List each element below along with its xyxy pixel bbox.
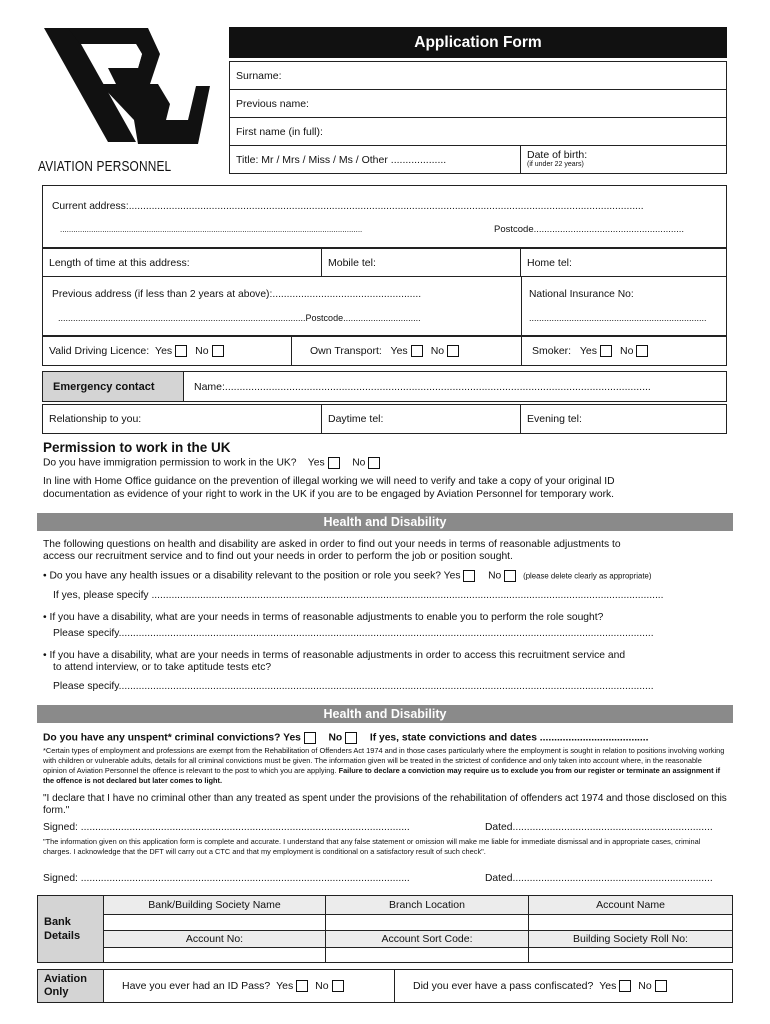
id-pass-question: Have you ever had an ID Pass? xyxy=(122,980,271,992)
branch-label: Branch Location xyxy=(389,899,465,911)
yes-label: Yes xyxy=(307,457,325,469)
yes-label: Yes xyxy=(579,345,597,357)
criminal-note xyxy=(43,746,727,786)
criminal-band: Health and Disability xyxy=(37,705,733,723)
confiscated-no-checkbox[interactable] xyxy=(655,980,667,992)
smoker-yes-checkbox[interactable] xyxy=(600,345,612,357)
account-name-header xyxy=(528,895,733,915)
dob-label: Date of birth: xyxy=(527,149,588,161)
dob-field[interactable] xyxy=(520,145,727,174)
title-label: Title: Mr / Mrs / Miss / Ms / Other ................... xyxy=(236,153,447,166)
permission-heading: Permission to work in the UK xyxy=(43,440,231,455)
bank-label-text: Bank Details xyxy=(44,916,81,942)
yes-label: Yes xyxy=(443,570,461,582)
logo xyxy=(38,24,218,179)
health-band: Health and Disability xyxy=(37,513,733,531)
no-label: No xyxy=(620,345,634,357)
sort-code-header xyxy=(325,930,529,948)
permission-text-1: In line with Home Office guidance on the prevention of illegal working we will need to verify and take a copy of your original ID xyxy=(43,476,615,487)
id-pass-no-checkbox[interactable] xyxy=(332,980,344,992)
health-intro-2: access our recruitment service and to find out your needs in order to perform the job or position sought. xyxy=(43,551,513,562)
smoker-row xyxy=(521,336,727,366)
branch-header xyxy=(325,895,529,915)
mobile-label: Mobile tel: xyxy=(328,256,376,269)
signed-field-2[interactable]: Signed: ................................................................................................................... xyxy=(43,873,410,884)
no-label: No xyxy=(638,980,652,992)
criminal-question-row xyxy=(43,732,649,744)
ni-box xyxy=(521,276,727,336)
criminal-yes-checkbox[interactable] xyxy=(304,732,316,744)
dob-note: (if under 22 years) xyxy=(527,161,584,168)
health-q2: • If you have a disability, what are your needs in terms of reasonable adjustments to enable you to perform the role sought? xyxy=(43,612,604,623)
account-name-input[interactable] xyxy=(528,914,733,931)
form-title: Application Form xyxy=(229,27,727,58)
health-q3-specify[interactable]: Please specify........................................................................................................................................................................................... xyxy=(53,681,654,692)
own-transport-row xyxy=(291,336,522,366)
health-q2-specify[interactable]: Please specify........................................................................................................................................................................................... xyxy=(53,628,654,639)
previous-name-field[interactable] xyxy=(229,89,727,118)
permission-text-2: documentation as evidence of your right to work in the UK if you are to be engaged by Aviation Personnel for temporary work. xyxy=(43,489,615,500)
health-q1-note: (please delete clearly as appropriate) xyxy=(523,571,652,581)
dated-field-2[interactable]: Dated...................................................................... xyxy=(485,873,713,884)
criminal-note-bold: Failure to declare a conviction may require us to exclude you from our register or terminate an assignment if the offence is not declared but later comes to light. xyxy=(43,766,721,785)
yes-label: Yes xyxy=(599,980,617,992)
yes-label: Yes xyxy=(276,980,294,992)
address-line-2[interactable]: ........................................................................................................................................ xyxy=(60,225,363,234)
permission-yes-checkbox[interactable] xyxy=(328,457,340,469)
health-q1: • Do you have any health issues or a disability relevant to the position or role you seek? xyxy=(43,570,441,582)
no-label: No xyxy=(328,732,343,744)
first-name-field[interactable] xyxy=(229,117,727,146)
relationship-field[interactable] xyxy=(42,404,322,434)
roll-no-label: Building Society Roll No: xyxy=(573,933,688,945)
own-transport-label: Own Transport: xyxy=(310,345,382,357)
bank-name-label: Bank/Building Society Name xyxy=(148,899,281,911)
id-pass-row xyxy=(103,969,395,1003)
roll-no-input[interactable] xyxy=(528,947,733,963)
account-no-label: Account No: xyxy=(185,933,244,945)
emergency-name-field[interactable] xyxy=(183,371,727,402)
bank-details-label xyxy=(37,895,104,963)
daytime-label: Daytime tel: xyxy=(328,413,384,425)
length-label: Length of time at this address: xyxy=(49,256,190,269)
yes-label: Yes xyxy=(390,345,408,357)
no-label: No xyxy=(488,570,502,582)
relationship-label: Relationship to you: xyxy=(49,413,142,425)
transport-yes-checkbox[interactable] xyxy=(411,345,423,357)
confiscated-yes-checkbox[interactable] xyxy=(619,980,631,992)
emergency-name-label: Name:.................................................................................................................................................. xyxy=(194,380,651,393)
previous-address-field[interactable]: Previous address (if less than 2 years at above):.................................................... xyxy=(52,289,422,300)
signed-field-1[interactable]: Signed: ................................................................................................................... xyxy=(43,822,410,833)
transport-no-checkbox[interactable] xyxy=(447,345,459,357)
bank-name-header xyxy=(103,895,326,915)
health-q1-row xyxy=(43,570,651,582)
smoker-label: Smoker: xyxy=(532,345,572,357)
home-label: Home tel: xyxy=(527,256,572,269)
postcode-field[interactable]: Postcode......................................................... xyxy=(494,224,685,235)
logo-text: AVIATION PERSONNEL xyxy=(38,159,172,175)
account-no-input[interactable] xyxy=(103,947,326,963)
daytime-tel-field[interactable] xyxy=(321,404,521,434)
previous-name-label: Previous name: xyxy=(236,97,309,110)
ni-number-label: National Insurance No: xyxy=(529,289,634,300)
health-yes-checkbox[interactable] xyxy=(463,570,475,582)
health-q3-line2: to attend interview, or to take aptitude tests etc? xyxy=(53,662,272,673)
emergency-contact-label xyxy=(42,371,184,402)
sort-code-label: Account Sort Code: xyxy=(381,933,473,945)
permission-no-checkbox[interactable] xyxy=(368,457,380,469)
address-block xyxy=(42,185,727,248)
yes-label: Yes xyxy=(283,732,301,744)
confiscated-question: Did you ever have a pass confiscated? xyxy=(413,980,594,992)
branch-input[interactable] xyxy=(325,914,529,931)
accuracy-declaration: "The information given on this application form is complete and accurate. I understand that any false statement or omission will make me liable for immediate dismissal and in appropriate cases, criminal charges. I acknowledge that the DFT will carry out a CTC and that my employment is conditional on a satisfactory result of such check". xyxy=(43,837,701,856)
yes-label: Yes xyxy=(155,345,173,357)
driving-licence-label: Valid Driving Licence: xyxy=(49,345,150,357)
aviation-only-label xyxy=(37,969,104,1003)
account-name-label: Account Name xyxy=(596,899,665,911)
roll-no-header xyxy=(528,930,733,948)
permission-question-row xyxy=(43,457,384,469)
account-no-header xyxy=(103,930,326,948)
health-q3-line1: • If you have a disability, what are your needs in terms of reasonable adjustments in order to access this recruitment service and xyxy=(43,650,626,661)
no-label: No xyxy=(195,345,209,357)
title-field[interactable] xyxy=(229,145,521,174)
driving-licence-row xyxy=(42,336,292,366)
surname-label: Surname: xyxy=(236,69,282,82)
driving-no-checkbox[interactable] xyxy=(212,345,224,357)
convictions-field[interactable]: If yes, state convictions and dates ...................................... xyxy=(369,732,649,744)
previous-postcode-line[interactable]: ...................................................................................................Postcode............................... xyxy=(58,313,421,323)
health-intro-1: The following questions on health and disability are asked in order to find out your needs in terms of reasonable adjustments to xyxy=(43,539,621,550)
no-label: No xyxy=(315,980,329,992)
dated-field-1[interactable]: Dated...................................................................... xyxy=(485,822,713,833)
evening-label: Evening tel: xyxy=(527,413,582,425)
mobile-tel-field[interactable] xyxy=(321,248,521,277)
no-label: No xyxy=(430,345,445,357)
ni-number-field[interactable]: ....................................................................... xyxy=(529,313,707,323)
no-label: No xyxy=(352,457,366,469)
id-pass-yes-checkbox[interactable] xyxy=(296,980,308,992)
health-no-checkbox[interactable] xyxy=(504,570,516,582)
criminal-no-checkbox[interactable] xyxy=(345,732,357,744)
permission-question: Do you have immigration permission to work in the UK? xyxy=(43,457,297,469)
first-name-label: First name (in full): xyxy=(236,125,323,138)
surname-field[interactable] xyxy=(229,61,727,90)
emergency-label-text: Emergency contact xyxy=(53,380,155,393)
criminal-question: Do you have any unspent* criminal convictions? xyxy=(43,732,281,744)
home-tel-field[interactable] xyxy=(520,248,727,277)
smoker-no-checkbox[interactable] xyxy=(636,345,648,357)
aviation-personnel-logo-icon xyxy=(38,24,218,154)
aviation-label-text: Aviation Only xyxy=(44,973,87,998)
previous-address-box xyxy=(42,276,522,336)
bank-name-input[interactable] xyxy=(103,914,326,931)
criminal-declaration: "I declare that I have no criminal other than any treated as spent under the provisions of the rehabilitation of offenders act 1974 and those disclosed on this form." xyxy=(43,793,727,816)
sort-code-input[interactable] xyxy=(325,947,529,963)
health-q1-specify[interactable]: If yes, please specify ................................................................................................................................................................................... xyxy=(53,590,664,601)
criminal-note-text: *Certain types of employment and professions are exempt from the Rehabilitation of Offenders Act 1974 and in those cases particularly where the employment is sought in relation to positions involving working with children or vulnerable adults, details for all criminal convictions must be given. The information given will be treated in the strictest of confidence and only taken into account where, in the reasonable opinion of Aviation Personnel the offence is relevant to the post to which you are applying. xyxy=(43,746,725,775)
current-address-field[interactable]: Current address:.................................................................................................................................................................................... xyxy=(52,201,644,212)
length-at-address-field[interactable] xyxy=(42,248,322,277)
evening-tel-field[interactable] xyxy=(520,404,727,434)
confiscated-row xyxy=(394,969,733,1003)
driving-yes-checkbox[interactable] xyxy=(175,345,187,357)
